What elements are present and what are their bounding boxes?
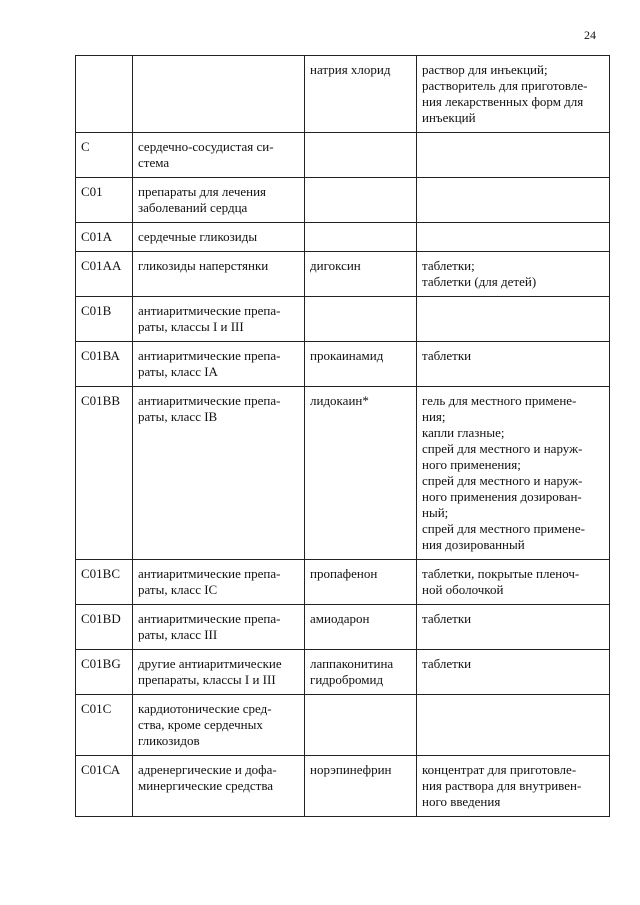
page-number: 24 xyxy=(584,28,596,42)
table-row xyxy=(76,342,610,387)
drug-name-cell: натрия хлорид xyxy=(305,56,417,133)
group-name-cell: антиаритмические препа- раты, класс IВ xyxy=(133,387,305,560)
atc-code-cell: С01В xyxy=(76,297,133,342)
dosage-form-cell: таблетки; таблетки (для детей) xyxy=(417,252,610,297)
table-row xyxy=(76,56,610,133)
table-row xyxy=(76,223,610,252)
atc-code-cell: С01АА xyxy=(76,252,133,297)
table-row xyxy=(76,695,610,756)
atc-code-cell: С01ВС xyxy=(76,560,133,605)
group-name-cell: другие антиаритмические препараты, классы I и III xyxy=(133,650,305,695)
dosage-form-cell: раствор для инъекций; растворитель для приготовле- ния лекарственных форм для инъекций xyxy=(417,56,610,133)
drug-name-cell xyxy=(305,223,417,252)
drug-name-cell xyxy=(305,178,417,223)
group-name-cell: гликозиды наперстянки xyxy=(133,252,305,297)
dosage-form-cell: таблетки xyxy=(417,650,610,695)
drug-name-cell: прокаинамид xyxy=(305,342,417,387)
atc-code-cell: С01ВG xyxy=(76,650,133,695)
atc-code-cell: С01СА xyxy=(76,756,133,817)
drug-name-cell: пропафенон xyxy=(305,560,417,605)
group-name-cell: адренергические и дофа- минергические средства xyxy=(133,756,305,817)
dosage-form-cell: таблетки xyxy=(417,605,610,650)
table-row xyxy=(76,133,610,178)
group-name-cell xyxy=(133,56,305,133)
dosage-form-cell: таблетки xyxy=(417,342,610,387)
dosage-form-cell xyxy=(417,178,610,223)
drug-name-cell: лаппаконитина гидробромид xyxy=(305,650,417,695)
drug-table xyxy=(75,55,610,817)
atc-code-cell: С01ВВ xyxy=(76,387,133,560)
table-row xyxy=(76,560,610,605)
drug-name-cell: дигоксин xyxy=(305,252,417,297)
group-name-cell: антиаритмические препа- раты, классы I и III xyxy=(133,297,305,342)
dosage-form-cell: концентрат для приготовле- ния раствора для внутривен- ного введения xyxy=(417,756,610,817)
dosage-form-cell xyxy=(417,133,610,178)
group-name-cell: антиаритмические препа- раты, класс IС xyxy=(133,560,305,605)
atc-code-cell: С01А xyxy=(76,223,133,252)
drug-name-cell: норэпинефрин xyxy=(305,756,417,817)
drug-name-cell: амиодарон xyxy=(305,605,417,650)
dosage-form-cell: таблетки, покрытые пленоч- ной оболочкой xyxy=(417,560,610,605)
atc-code-cell: С01С xyxy=(76,695,133,756)
dosage-form-cell xyxy=(417,297,610,342)
dosage-form-cell xyxy=(417,223,610,252)
drug-name-cell xyxy=(305,695,417,756)
table-row xyxy=(76,605,610,650)
drug-name-cell xyxy=(305,133,417,178)
group-name-cell: препараты для лечения заболеваний сердца xyxy=(133,178,305,223)
dosage-form-cell: гель для местного примене- ния; капли глазные; спрей для местного и наруж- ного применения; спрей для местного и наруж- ного применения дозирован- ный; спрей для местного примене- ния дозированный xyxy=(417,387,610,560)
table-row xyxy=(76,297,610,342)
table-row xyxy=(76,252,610,297)
atc-code-cell: С01ВD xyxy=(76,605,133,650)
atc-code-cell: С xyxy=(76,133,133,178)
atc-code-cell: С01ВА xyxy=(76,342,133,387)
group-name-cell: кардиотонические сред- ства, кроме сердечных гликозидов xyxy=(133,695,305,756)
table-row xyxy=(76,756,610,817)
drug-name-cell: лидокаин* xyxy=(305,387,417,560)
group-name-cell: антиаритмические препа- раты, класс III xyxy=(133,605,305,650)
table-row xyxy=(76,387,610,560)
atc-code-cell xyxy=(76,56,133,133)
atc-code-cell: С01 xyxy=(76,178,133,223)
group-name-cell: сердечные гликозиды xyxy=(133,223,305,252)
drug-name-cell xyxy=(305,297,417,342)
group-name-cell: сердечно-сосудистая си- стема xyxy=(133,133,305,178)
group-name-cell: антиаритмические препа- раты, класс IА xyxy=(133,342,305,387)
table-row xyxy=(76,178,610,223)
table-row xyxy=(76,650,610,695)
dosage-form-cell xyxy=(417,695,610,756)
